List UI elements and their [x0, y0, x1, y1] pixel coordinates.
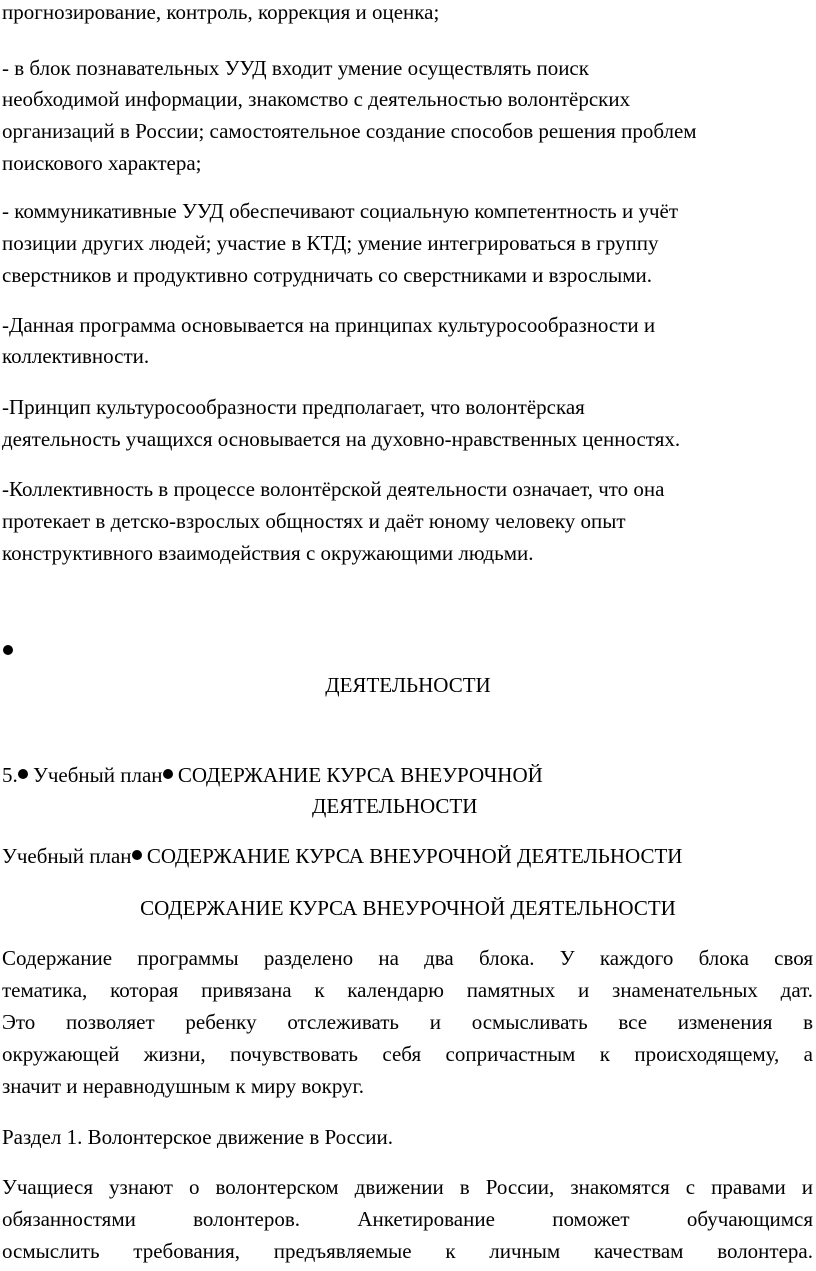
paragraph-line: окружающей жизни, почувствовать себя сопричастным к происходящему, а — [2, 1042, 813, 1066]
toc-plan-label: Учебный план — [2, 844, 132, 868]
toc-content-title: СОДЕРЖАНИЕ КУРСА ВНЕУРОЧНОЙ — [177, 763, 543, 787]
section-title: СОДЕРЖАНИЕ КУРСА ВНЕУРОЧНОЙ ДЕЯТЕЛЬНОСТИ — [140, 896, 676, 920]
toc-line — [2, 760, 543, 790]
paragraph-line: тематика, которая привязана к календарю памятных и знаменательных дат. — [2, 978, 813, 1002]
paragraph-line: значит и неравнодушным к миру вокруг. — [2, 1074, 365, 1098]
heading-activity: ДЕЯТЕЛЬНОСТИ — [325, 673, 491, 697]
paragraph-line: обязанностями волонтеров. Анкетирование поможет обучающимся — [2, 1207, 813, 1231]
text-line: -Принцип культуросообразности предполагает, что волонтёрская — [2, 395, 585, 419]
text-line: позиции других людей; участие в КТД; умение интегрироваться в группу — [2, 231, 659, 255]
text-line: прогнозирование, контроль, коррекция и оценка; — [2, 0, 440, 24]
text-line: сверстников и продуктивно сотрудничать со сверстниками и взрослыми. — [2, 263, 653, 287]
bullet-icon — [18, 769, 28, 779]
bullet-icon — [132, 850, 142, 860]
paragraph-line: Это позволяет ребенку отслеживать и осмысливать все изменения в — [2, 1010, 813, 1034]
text-line: деятельность учащихся основывается на духовно-нравственных ценностях. — [2, 427, 681, 451]
text-line: коллективности. — [2, 344, 150, 368]
text-line: -Данная программа основывается на принципах культуросообразности и — [2, 313, 656, 337]
paragraph-line: осмыслить требования, предъявляемые к личным качествам волонтера. — [2, 1239, 813, 1263]
toc-number: 5. — [2, 763, 18, 787]
bullet-icon — [163, 769, 173, 779]
paragraph-line: Содержание программы разделено на два блока. У каждого блока своя — [2, 946, 813, 970]
toc-content-title: СОДЕРЖАНИЕ КУРСА ВНЕУРОЧНОЙ ДЕЯТЕЛЬНОСТИ — [146, 844, 683, 868]
text-line: - в блок познавательных УУД входит умение осуществлять поиск — [2, 56, 589, 80]
toc-line-continuation: ДЕЯТЕЛЬНОСТИ — [312, 794, 478, 818]
text-line: - коммуникативные УУД обеспечивают социальную компетентность и учёт — [2, 199, 679, 223]
paragraph-line: Учащиеся узнают о волонтерском движении в России, знакомятся с правами и — [2, 1175, 813, 1199]
text-line: конструктивного взаимодействия с окружающими людьми. — [2, 541, 534, 565]
section-heading: Раздел 1. Волонтерское движение в России. — [2, 1125, 394, 1149]
toc-plan-label: Учебный план — [33, 763, 163, 787]
text-line: организаций в России; самостоятельное создание способов решения проблем — [2, 119, 697, 143]
bullet-icon — [3, 645, 13, 655]
toc-line — [2, 841, 682, 871]
text-line: поискового характера; — [2, 151, 202, 175]
text-line: -Коллективность в процессе волонтёрской деятельности означает, что она — [2, 477, 665, 501]
text-line: протекает в детско-взрослых общностях и даёт юному человеку опыт — [2, 509, 626, 533]
text-line: необходимой информации, знакомство с деятельностью волонтёрских — [2, 87, 631, 111]
